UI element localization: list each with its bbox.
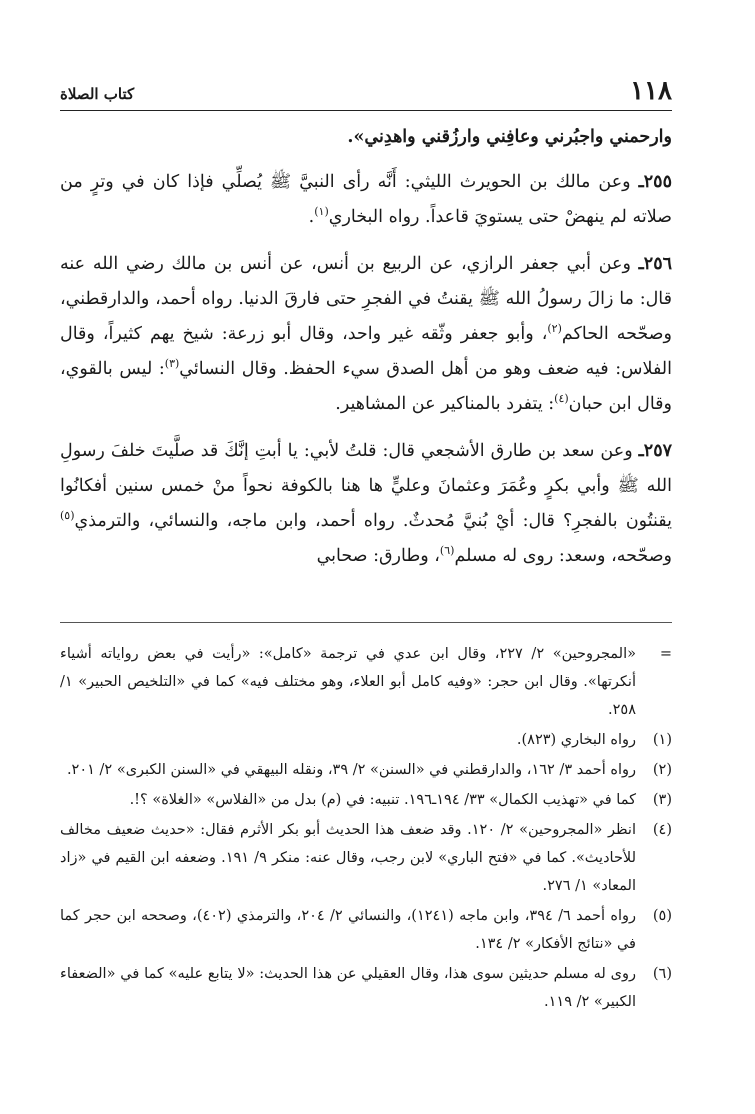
- footnote-text: رواه أحمد ٣/ ١٦٢، والدارقطني في «السنن» ٢/ ٣٩، ونقله البيهقي في «السنن الكبرى» ٢/ ٢٠١.: [66, 762, 636, 778]
- footnote-item: [60, 640, 672, 724]
- footnote-item: [60, 816, 672, 900]
- footnote-text: رواه أحمد ٦/ ٣٩٤، وابن ماجه (١٢٤١)، والنسائي ٢/ ٢٠٤، والترمذي (٤٠٢)، وصححه ابن حجر كما في «نتائج الأفكار» ٢/ ١٣٤.: [60, 908, 636, 952]
- continued-line: وارحمني واجبُرني وعافِني وارزُقني واهدِني».: [347, 127, 672, 147]
- footnote-mark: (٤): [652, 822, 672, 838]
- main-text: [60, 120, 672, 586]
- footnote-mark: (٥): [652, 908, 672, 924]
- page-number: ١١٨: [630, 76, 672, 106]
- footnote-ref: (٣): [164, 357, 180, 371]
- hadith-text: وعن أبي جعفر الرازي، عن الربيع بن أنس، عن أنس بن مالك رضي الله عنه قال: ما زالَ رسولُ الله ﷺ يقنتُ في الفجرِ حتى فارقَ الدنيا. رواه أحمد، والدارقطني، وصحّحه الحاكم: [60, 254, 673, 344]
- hadith-text: وعن سعد بن طارق الأشجعي قال: قلتُ لأبي: يا أبتِ إنَّكَ قد صلَّيتَ خلفَ رسولِ الله ﷺ وأبي بكرٍ وعُمَرَ وعثمانَ وعليٍّ ها هنا بالكوفة نحواً منْ خمس سنين أفكانُوا يقنتُون بالفجرِ؟ قال: أيْ بُنيَّ مُحدثٌ. رواه أحمد، وابن ماجه، والنسائي، والترمذي: [60, 441, 672, 531]
- footnote-mark: (٢): [652, 762, 672, 778]
- page-header: [60, 76, 672, 111]
- footnote-item: [60, 756, 672, 784]
- footnote-text: انظر «المجروحين» ٢/ ١٢٠. وقد ضعف هذا الحديث أبو بكر الأثرم فقال: «حديث ضعيف مخالف للأحاديث». كما في «فتح الباري» لابن رجب، وقال عنه: منكر ٩/ ١٩١. وضعفه ابن القيم في «زاد المعاد» ١/ ٢٧٦.: [60, 822, 636, 894]
- footnote-ref: (٢): [547, 322, 562, 336]
- hadith-text: وصحّحه، وسعد: روى له مسلم: [454, 546, 672, 566]
- footnote-text: «المجروحين» ٢/ ٢٢٧، وقال ابن عدي في ترجمة «كامل»: «رأيت في بعض رواياته أشياء أنكرتها». وقال ابن حجر: «وفيه كامل أبو العلاء، وهو مختلف فيه» كما في «التلخيص الحبير» ١/ ٢٥٨.: [60, 646, 637, 718]
- hadith-text-tail: .: [308, 207, 315, 227]
- hadith-text: : يتفرد بالمناكير عن المشاهير.: [335, 394, 555, 414]
- hadith-257: [60, 434, 672, 574]
- footnote-item: [60, 786, 672, 814]
- footnote-item: [60, 960, 672, 1016]
- footnote-ref: (٦): [439, 544, 455, 558]
- footnote-text: كما في «تهذيب الكمال» ٣٣/ ١٩٤ـ١٩٦. تنبيه: في (م) بدل من «الفلاس» «الغلاة» ؟!.: [129, 792, 636, 808]
- footnote-text: روى له مسلم حديثين سوى هذا، وقال العقيلي عن هذا الحديث: «لا يتابع عليه» كما في «الضعفاء الكبير» ٢/ ١١٩.: [60, 966, 636, 1010]
- hadith-text: ، وطارق: صحابي: [316, 546, 440, 566]
- hadith-text: ، وأبو جعفر وثّقه غير واحد، وقال أبو زرعة: شيخ يهم كثيراً، وقال الفلاس: فيه ضعف وهو من أهل الصدق سيء الحفظ. وقال النسائي: [60, 324, 673, 379]
- running-title: كتاب الصلاة: [60, 85, 135, 103]
- hadith-text: : ليس بالقوي، وقال ابن حبان: [60, 359, 672, 414]
- footnotes: [60, 640, 672, 1018]
- footnote-item: [60, 902, 672, 958]
- hadith-number: ٢٥٦ـ: [638, 254, 672, 274]
- footnote-divider: [60, 622, 672, 623]
- hadith-255: [60, 165, 672, 235]
- footnote-text: رواه البخاري (٨٢٣).: [516, 732, 636, 748]
- footnote-ref: (١): [314, 205, 329, 219]
- footnote-mark: =: [659, 646, 672, 662]
- footnote-ref: (٥): [60, 509, 75, 523]
- footnote-mark: (١): [652, 732, 672, 748]
- footnote-item: [60, 726, 672, 754]
- hadith-256: [60, 247, 672, 422]
- footnote-ref: (٤): [554, 392, 569, 406]
- hadith-number: ٢٥٧ـ: [638, 441, 672, 461]
- hadith-text: وعن مالك بن الحويرث الليثي: أَنَّه رأى النبيَّ ﷺ يُصلِّي فإذا كان في وترٍ من صلاته لم ينهضْ حتى يستويَ قاعداً. رواه البخاري: [60, 172, 672, 227]
- footnote-mark: (٣): [652, 792, 672, 808]
- hadith-number: ٢٥٥ـ: [638, 172, 672, 192]
- footnote-mark: (٦): [652, 966, 672, 982]
